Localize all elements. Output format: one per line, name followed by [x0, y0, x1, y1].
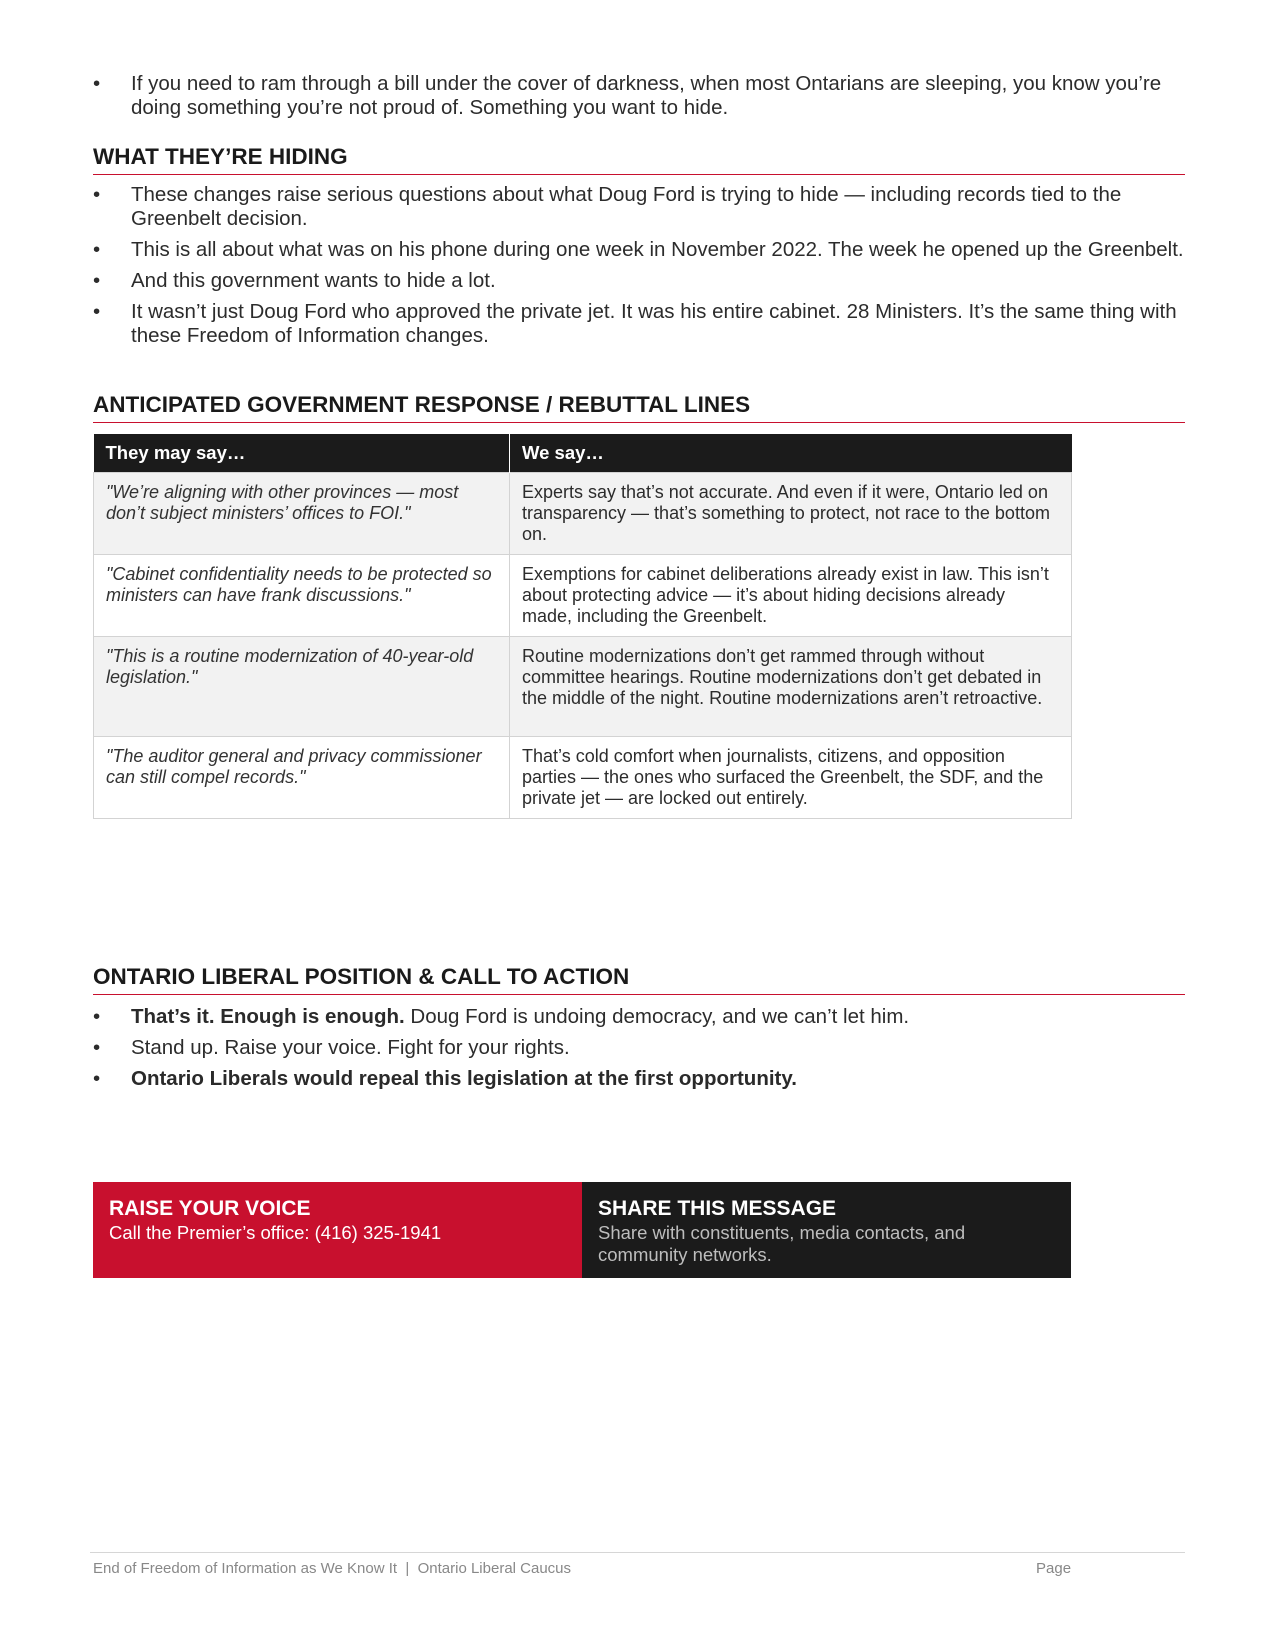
hiding-bullet-list [93, 183, 1185, 355]
bullet-text: And this government wants to hide a lot. [131, 269, 496, 292]
list-item [93, 1005, 1185, 1029]
bullet-text: If you need to ram through a bill under the cover of darkness, when most Ontarians are sleeping, you know you’re doing something you’re not proud of. Something you want to hide. [131, 72, 1162, 119]
we-say-cell: Experts say that’s not accurate. And even if it were, Ontario led on transparency — that’s something to protect, not race to the bottom on. [510, 473, 1072, 555]
intro-bullet-list [93, 72, 1185, 127]
bullet-text: This is all about what was on his phone during one week in November 2022. The week he opened up the Greenbelt. [131, 238, 1184, 261]
table-row [94, 473, 1072, 555]
bullet-bold-text: Ontario Liberals would repeal this legislation at the first opportunity. [131, 1067, 797, 1090]
bullet-text: Stand up. Raise your voice. Fight for your rights. [131, 1036, 570, 1059]
footer-page-label: Page [1036, 1560, 1072, 1577]
footer-divider [90, 1552, 1185, 1553]
column-header-we-say: We say… [510, 434, 1072, 473]
rebuttal-table [93, 434, 1072, 819]
bullet-icon: • [93, 1005, 101, 1028]
table-row [94, 737, 1072, 819]
list-item [93, 269, 1185, 293]
section-heading-rebuttal: ANTICIPATED GOVERNMENT RESPONSE / REBUTTAL LINES [93, 392, 1185, 423]
share-message-box [582, 1182, 1071, 1278]
share-message-text: Share with constituents, media contacts, and community networks. [598, 1222, 966, 1265]
bullet-icon: • [93, 1067, 101, 1090]
section-heading-hiding: WHAT THEY’RE HIDING [93, 144, 1185, 175]
bullet-text: These changes raise serious questions about what Doug Ford is trying to hide — including records tied to the Greenbelt decision. [131, 183, 1122, 230]
section-heading-position: ONTARIO LIBERAL POSITION & CALL TO ACTION [93, 964, 1185, 995]
we-say-cell: Routine modernizations don’t get rammed through without committee hearings. Routine modernizations don’t get debated in the middle of the night. Routine modernizations aren’t retroactive. [510, 637, 1072, 737]
they-say-cell: "Cabinet confidentiality needs to be protected so ministers can have frank discussions." [94, 555, 510, 637]
bullet-text: Doug Ford is undoing democracy, and we can’t let him. [404, 1005, 910, 1028]
list-item [93, 183, 1185, 231]
list-item [93, 72, 1185, 120]
table-row [94, 637, 1072, 737]
they-say-cell: "This is a routine modernization of 40-year-old legislation." [94, 637, 510, 737]
list-item [93, 1036, 1185, 1060]
call-to-action-banner [93, 1182, 1071, 1278]
we-say-cell: That’s cold comfort when journalists, citizens, and opposition parties — the ones who surfaced the Greenbelt, the SDF, and the private jet — are locked out entirely. [510, 737, 1072, 819]
they-say-cell: "We’re aligning with other provinces — most don’t subject ministers’ offices to FOI." [94, 473, 510, 555]
bullet-icon: • [93, 300, 101, 323]
premier-phone-text: Call the Premier’s office: (416) 325-1941 [109, 1222, 442, 1243]
column-header-they-say: They may say… [94, 434, 510, 473]
bullet-text: It wasn’t just Doug Ford who approved the private jet. It was his entire cabinet. 28 Ministers. It’s the same thing with these Freedom of Information changes. [131, 300, 1177, 347]
bullet-icon: • [93, 269, 101, 292]
bullet-icon: • [93, 1036, 101, 1059]
footer-title: End of Freedom of Information as We Know It | Ontario Liberal Caucus [93, 1560, 572, 1577]
raise-your-voice-title: RAISE YOUR VOICE [109, 1197, 311, 1220]
raise-your-voice-box [93, 1182, 582, 1278]
list-item [93, 238, 1185, 262]
bullet-icon: • [93, 72, 101, 95]
bullet-icon: • [93, 183, 101, 206]
bullet-icon: • [93, 238, 101, 261]
list-item [93, 1067, 1185, 1091]
they-say-cell: "The auditor general and privacy commissioner can still compel records." [94, 737, 510, 819]
table-header-row [94, 434, 1072, 473]
list-item [93, 300, 1185, 348]
position-bullet-list [93, 1005, 1185, 1098]
we-say-cell: Exemptions for cabinet deliberations already exist in law. This isn’t about protecting advice — it’s about hiding decisions already made, including the Greenbelt. [510, 555, 1072, 637]
table-row [94, 555, 1072, 637]
bullet-bold-text: That’s it. Enough is enough. [131, 1005, 405, 1028]
share-message-title: SHARE THIS MESSAGE [598, 1197, 837, 1220]
